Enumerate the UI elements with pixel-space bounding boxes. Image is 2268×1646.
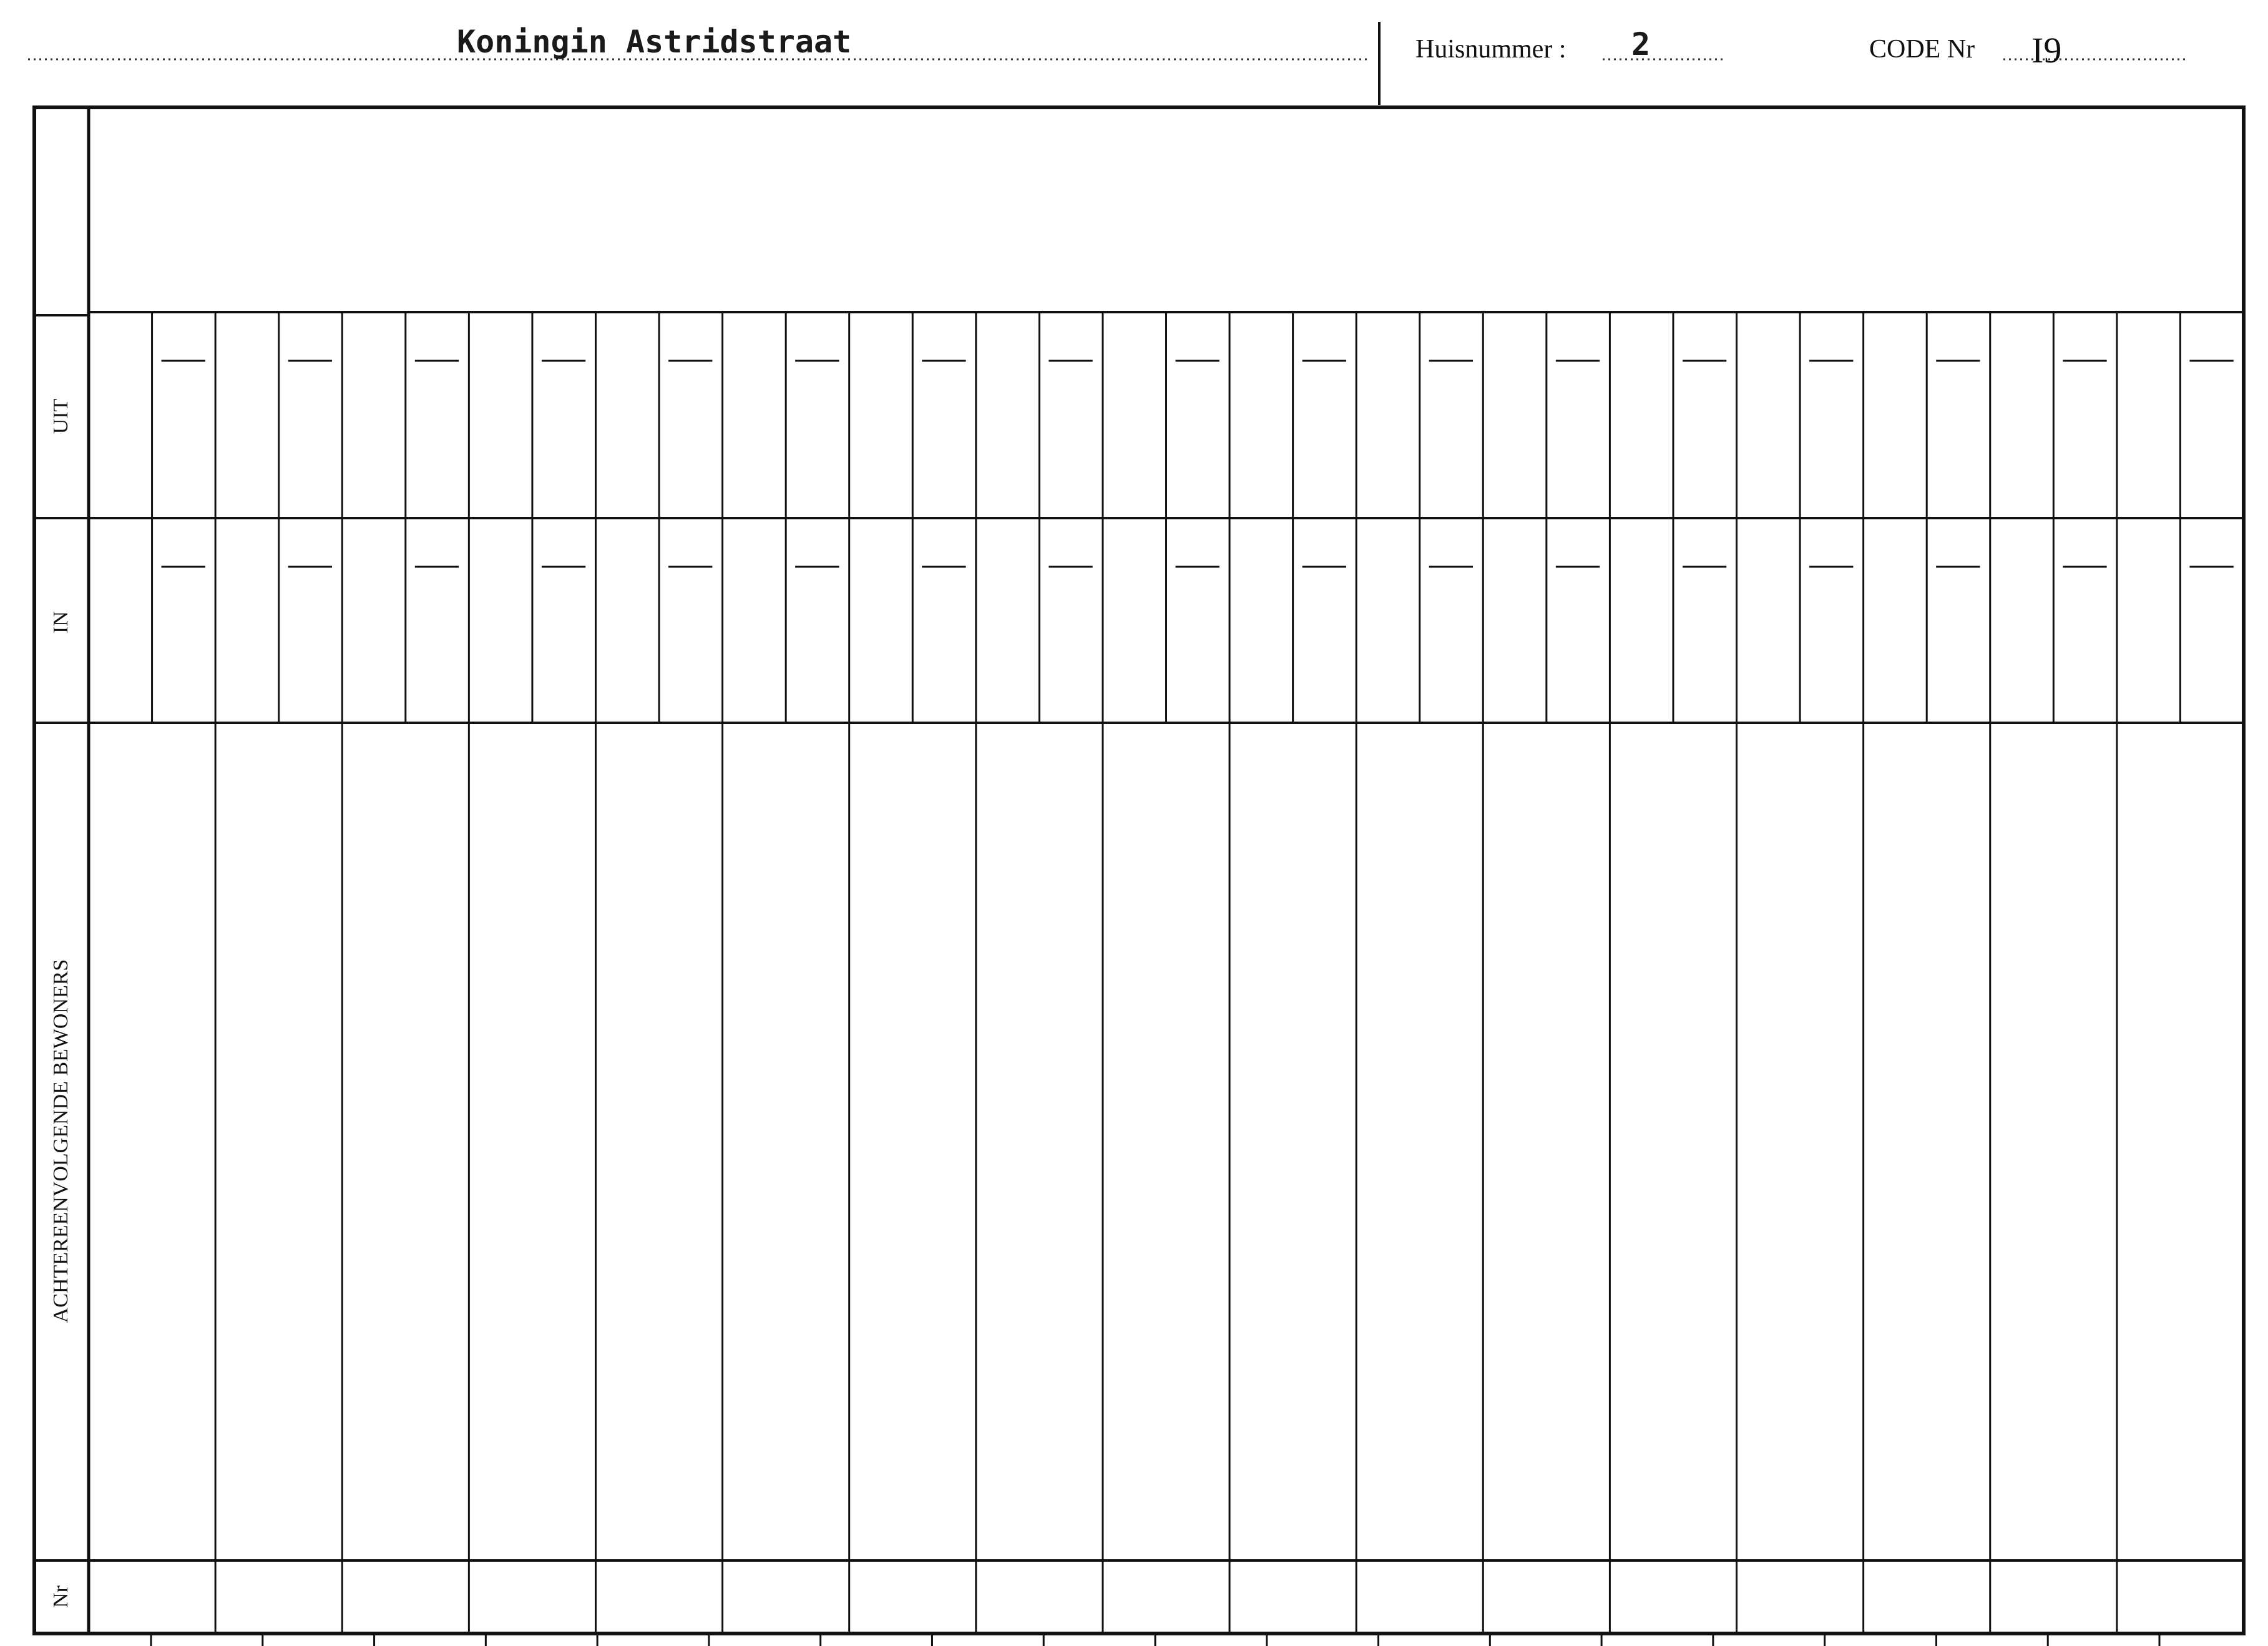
column-grid bbox=[151, 312, 2234, 1646]
row-label-bewoners: ACHTEREENVOLGENDE BEWONERS bbox=[49, 959, 72, 1323]
street-name[interactable]: Koningin Astridstraat bbox=[457, 24, 852, 60]
house-number-label: Huisnummer : bbox=[1415, 35, 1567, 64]
code-number-label: CODE Nr bbox=[1869, 35, 1975, 64]
row-label-in: IN bbox=[49, 611, 72, 634]
house-number-value[interactable]: 2 bbox=[1631, 26, 1651, 62]
header bbox=[28, 22, 2187, 105]
form-frame bbox=[34, 107, 2244, 1634]
row-label-nr: Nr bbox=[49, 1585, 72, 1608]
code-number-value[interactable]: I9 bbox=[2031, 30, 2062, 71]
row-label-uit: UIT bbox=[49, 398, 72, 434]
